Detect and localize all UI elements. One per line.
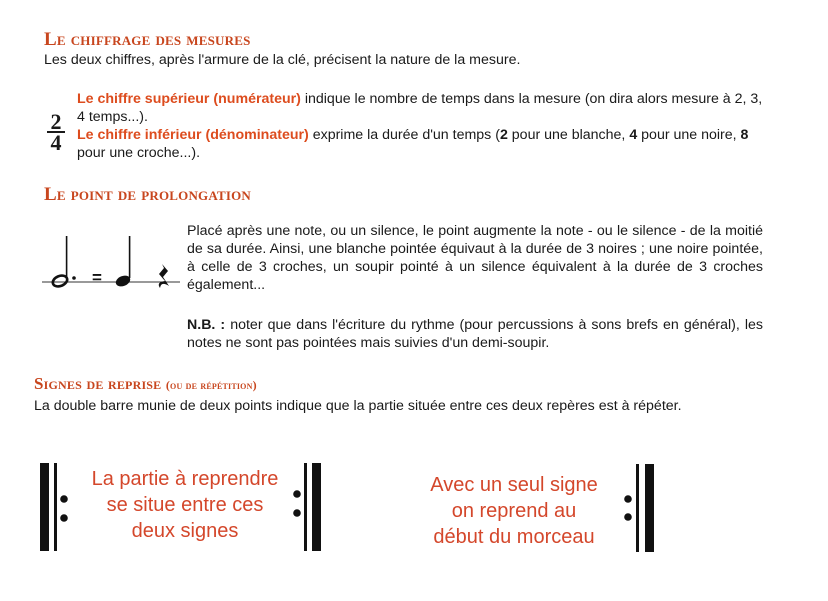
fraction-numerator: 2 [50,109,62,134]
quarter-rest [159,264,169,288]
section-title-dot: Le point de prolongation [44,184,252,205]
numerator-label: Le chiffre supérieur (numérateur) [77,91,301,107]
single-repeat-end-sign [619,464,659,554]
denominator-label: Le chiffre inférieur (dénominateur) [77,127,309,143]
quarter-note [114,236,132,288]
dotted-half-note [51,236,76,288]
section-title-time-signature: Le chiffrage des mesures [44,29,251,50]
section-title-repeat-subtitle: (ou de répétition) [165,378,257,392]
fraction-denominator: 4 [50,130,62,155]
numerator-explanation: Le chiffre supérieur (numérateur) indique le nombre de temps dans la mesure (on dira alors mesure à 2, 3, 4 temps...). [77,91,763,125]
repeat-right-caption: Avec un seul signe on reprend au début du morceau [430,474,598,548]
dot-nb-note: N.B. : noter que dans l'écriture du rythme (pour percussions à sons brefs en général), les notes ne sont pas pointées mais suivies d'un demi-soupir. [187,317,764,351]
time-signature-explanation [77,90,767,162]
time-signature-fraction [46,109,66,155]
repeat-intro: La double barre munie de deux points indique que la partie située entre ces deux repères est à répéter. [34,398,682,414]
nb-label: N.B. : [187,317,226,333]
section-title-repeat: Signes de reprise (ou de répétition) [34,374,257,393]
denominator-explanation: Le chiffre inférieur (dénominateur) exprime la durée d'un temps (2 pour une blanche, 4 pour une noire, 8 pour une croche...). [77,127,749,161]
prolongation-dot [72,276,76,280]
time-signature-intro: Les deux chiffres, après l'armure de la clé, précisent la nature de la mesure. [44,52,521,68]
repeat-start-sign [36,463,72,553]
dot-paragraph: Placé après une note, ou un silence, le point augmente la note - ou le silence - de la moitié de sa durée. Ainsi, une blanche pointée équivaut à la durée de 3 noires ; une noire pointée, à celle de 3 croches, un soupir pointé à un silence équivalent à la durée de 3 croches également... [187,223,763,293]
dotted-note-illustration [40,230,185,300]
repeat-end-sign [288,463,326,553]
repeat-left-caption: La partie à reprendre se situe entre ces deux signes [91,468,279,542]
equals-sign: = [92,268,102,287]
